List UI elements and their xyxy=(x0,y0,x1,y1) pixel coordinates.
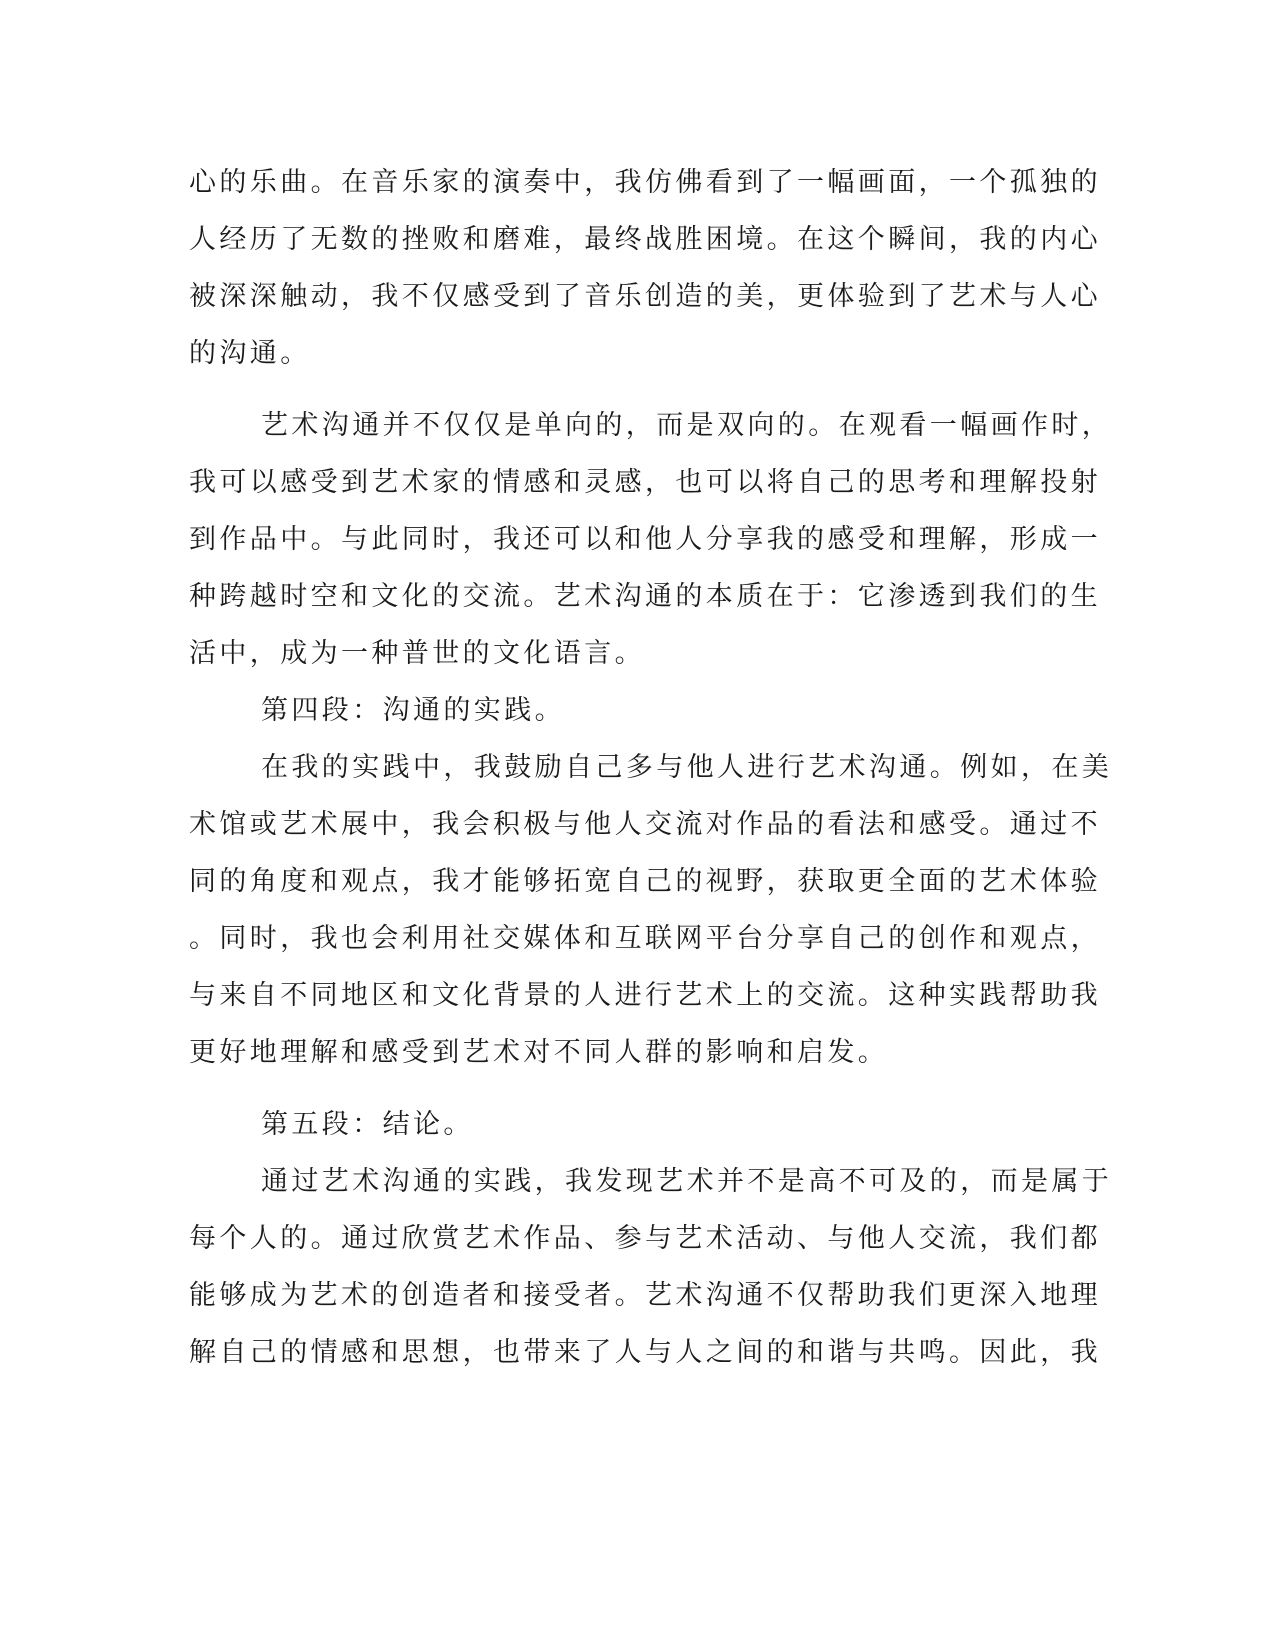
paragraph-first-line: 在我的实践中，我鼓励自己多与他人进行艺术沟通。例如，在美 xyxy=(261,752,1113,783)
text-line: 的沟通。 xyxy=(189,338,311,369)
section-heading-5: 第五段：结论。 xyxy=(261,1109,474,1140)
text-line: 同的角度和观点，我才能够拓宽自己的视野，获取更全面的艺术体验 xyxy=(189,866,1101,897)
paragraph-first-line: 通过艺术沟通的实践，我发现艺术并不是高不可及的，而是属于 xyxy=(261,1166,1113,1197)
text-line: 能够成为艺术的创造者和接受者。艺术沟通不仅帮助我们更深入地理 xyxy=(189,1280,1101,1311)
text-line: 术馆或艺术展中，我会积极与他人交流对作品的看法和感受。通过不 xyxy=(189,809,1101,840)
text-line: 人经历了无数的挫败和磨难，最终战胜困境。在这个瞬间，我的内心 xyxy=(189,224,1101,255)
text-line: 每个人的。通过欣赏艺术作品、参与艺术活动、与他人交流，我们都 xyxy=(189,1223,1101,1254)
text-line: 种跨越时空和文化的交流。艺术沟通的本质在于：它渗透到我们的生 xyxy=(189,581,1101,612)
text-line: 活中，成为一种普世的文化语言。 xyxy=(189,638,645,669)
text-line: 被深深触动，我不仅感受到了音乐创造的美，更体验到了艺术与人心 xyxy=(189,281,1101,312)
paragraph-first-line: 艺术沟通并不仅仅是单向的，而是双向的。在观看一幅画作时， xyxy=(261,410,1113,441)
text-line: 我可以感受到艺术家的情感和灵感，也可以将自己的思考和理解投射 xyxy=(189,467,1101,498)
text-line: 与来自不同地区和文化背景的人进行艺术上的交流。这种实践帮助我 xyxy=(189,980,1101,1011)
text-line: 解自己的情感和思想，也带来了人与人之间的和谐与共鸣。因此，我 xyxy=(189,1337,1101,1368)
text-line: 。同时，我也会利用社交媒体和互联网平台分享自己的创作和观点， xyxy=(189,923,1101,954)
section-heading-4: 第四段：沟通的实践。 xyxy=(261,695,565,726)
text-line: 更好地理解和感受到艺术对不同人群的影响和启发。 xyxy=(189,1037,889,1068)
text-line: 到作品中。与此同时，我还可以和他人分享我的感受和理解，形成一 xyxy=(189,524,1101,555)
text-line: 心的乐曲。在音乐家的演奏中，我仿佛看到了一幅画面，一个孤独的 xyxy=(189,167,1101,198)
